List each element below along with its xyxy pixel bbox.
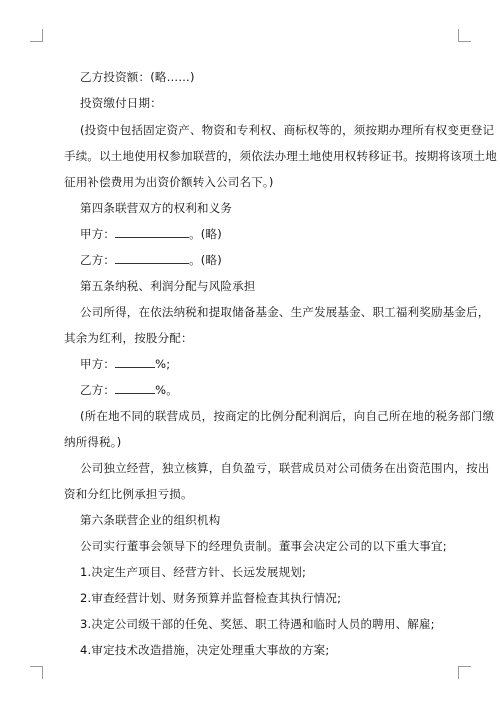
share-jia-label: 甲方： (80, 357, 116, 371)
yi-blank (115, 253, 189, 264)
list-item: 2.审查经营计划、财务预算并监督检查其执行情况; (80, 591, 342, 605)
paragraph-line: (所在地不同的联营成员，按商定的比例分配利润后，向自己所在地的税务部门缴 (80, 409, 495, 423)
share-jia-suffix: %; (155, 357, 171, 371)
crop-mark-top-left (30, 29, 43, 42)
share-jia-blank (115, 357, 155, 368)
payment-date-line: 投资缴付日期： (80, 96, 162, 110)
article-4-heading: 第四条联营双方的权利和义务 (80, 201, 233, 215)
article-6-heading: 第六条联营企业的组织机构 (80, 513, 221, 527)
list-item: 4.审定技术改造措施，决定处理重大事故的方案; (80, 643, 330, 657)
jia-label: 甲方： (80, 227, 116, 241)
share-jia-line (80, 357, 460, 371)
crop-mark-bottom-right (458, 666, 471, 679)
article-5-heading: 第五条纳税、利润分配与风险承担 (80, 279, 256, 293)
list-item: 3.决定公司级干部的任免、奖惩、职工待遇和临时人员的聘用、解雇; (80, 617, 435, 631)
paragraph-line: 公司所得，在依法纳税和提取储备基金、生产发展基金、职工福利奖励基金后， (80, 305, 490, 319)
share-yi-line (80, 383, 460, 397)
crop-mark-top-right (458, 29, 471, 42)
paragraph-line: (投资中包括固定资产、物资和专利权、商标权等的，须按期办理所有权变更登记 (80, 123, 495, 137)
rights-yi-line (80, 253, 460, 267)
share-yi-suffix: %。 (155, 383, 178, 397)
paragraph-line: 手续。以土地使用权参加联营的，须依法办理土地使用权转移证书。按期将该项土地 (64, 149, 497, 163)
paragraph-line: 纳所得税。) (64, 435, 122, 449)
paragraph-line: 公司实行董事会领导下的经理负责制。董事会决定公司的以下重大事宜; (80, 539, 447, 553)
jia-blank (115, 227, 189, 238)
paragraph-line: 征用补偿费用为出资价额转入公司名下。) (64, 175, 274, 189)
crop-mark-bottom-left (30, 666, 43, 679)
investment-amount-line: 乙方投资额：(略……) (80, 70, 195, 84)
yi-suffix: 。(略) (189, 253, 222, 267)
paragraph-line: 资和分红比例承担亏损。 (64, 487, 193, 501)
share-yi-blank (115, 383, 155, 394)
share-yi-label: 乙方： (80, 383, 116, 397)
paragraph-line: 其余为红利，按股分配： (64, 331, 193, 345)
rights-jia-line (80, 227, 460, 241)
jia-suffix: 。(略) (189, 227, 222, 241)
yi-label: 乙方： (80, 253, 116, 267)
paragraph-line: 公司独立经营，独立核算，自负盈亏，联营成员对公司债务在出资范围内，按出 (80, 461, 490, 475)
list-item: 1.决定生产项目、经营方针、长远发展规划; (80, 565, 307, 579)
